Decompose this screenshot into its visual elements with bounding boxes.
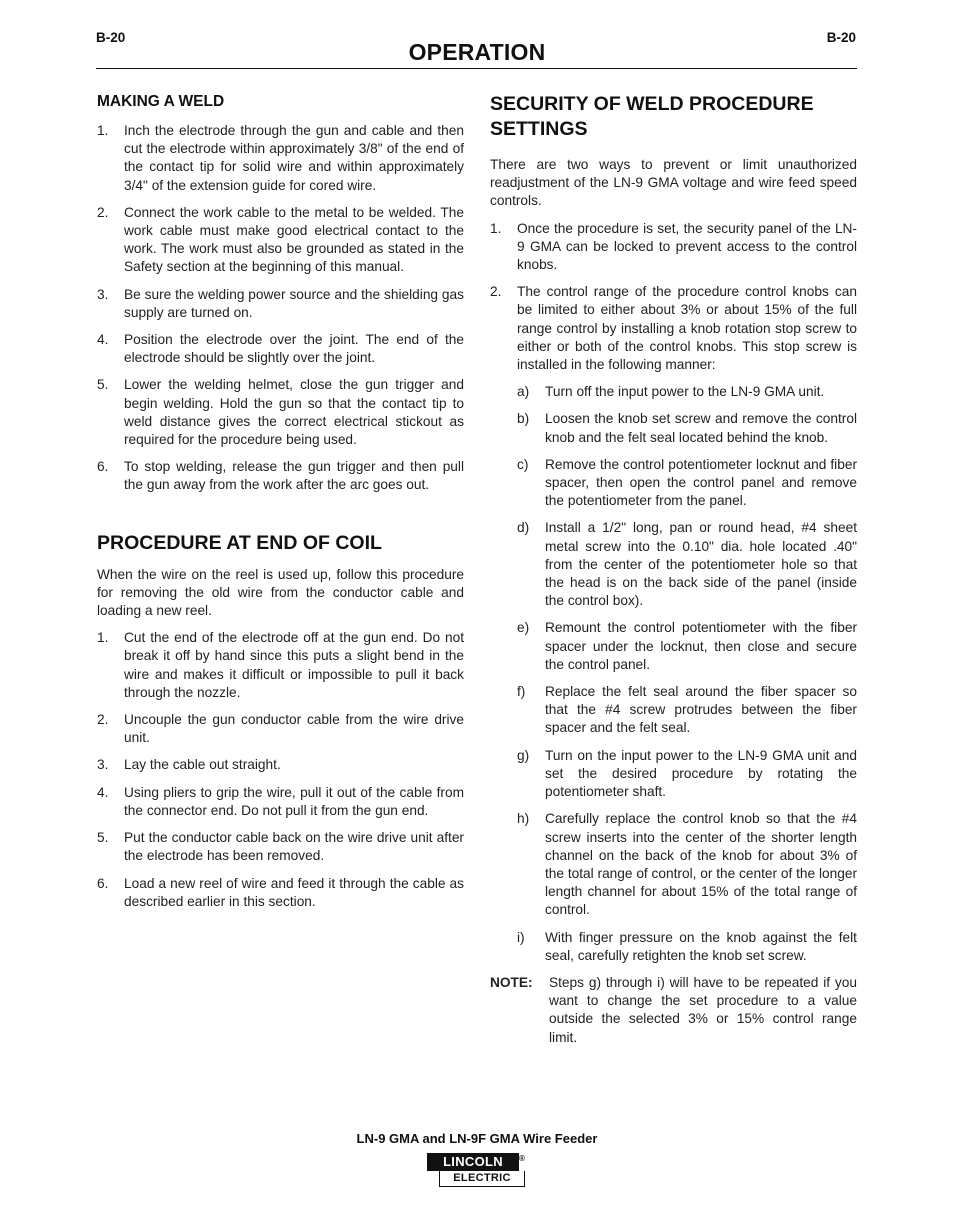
list-item: 6. Load a new reel of wire and feed it through the cable as described earlier in this section. — [97, 875, 464, 909]
right-column — [490, 92, 857, 1047]
footer-product-name: LN-9 GMA and LN-9F GMA Wire Feeder — [356, 1131, 598, 1146]
page-title: OPERATION — [408, 39, 546, 65]
sub-list-item: g) Turn on the input power to the LN-9 GMA unit and set the desired procedure by rotating the potentiometer shaft. — [517, 747, 857, 800]
list-item: 2. Connect the work cable to the metal to be welded. The work cable must make good electrical contact to the work. The work must also be grounded as stated in the Safety section at the beginning of this manual. — [97, 204, 464, 275]
list-item: 5. Lower the welding helmet, close the gun trigger and begin welding. Hold the gun so that the contact tip to weld distance gives the correct electrical stickout as required for the procedure being used. — [97, 377, 464, 448]
list-item: 4. Using pliers to grip the wire, pull it out of the cable from the connector end. Do not pull it from the gun end. — [97, 784, 464, 818]
list-item: 6. To stop welding, release the gun trigger and then pull the gun away from the work after the arc goes out. — [97, 459, 464, 493]
security-sublist — [490, 383, 857, 965]
end-of-coil-list — [97, 629, 464, 911]
list-item: 2. Uncouple the gun conductor cable from the wire drive unit. — [97, 712, 464, 746]
page-number-left: B-20 — [96, 30, 126, 45]
lincoln-electric-logo — [427, 1153, 529, 1189]
security-heading — [490, 92, 857, 142]
security-heading-line1: SECURITY OF WELD PROCEDURE — [490, 93, 814, 115]
note-text: Steps g) through i) will have to be repeated if you want to change the set procedure to a value outside the selected 3% or 15% control range limit. — [549, 974, 857, 1045]
header-divider — [96, 68, 857, 69]
security-heading-line2: SETTINGS — [490, 118, 588, 140]
list-item: 4. Position the electrode over the joint. The end of the electrode should be slightly over the joint. — [97, 332, 464, 366]
sub-list-item: e) Remount the control potentiometer with the fiber spacer under the locknut, then close and secure the control panel. — [517, 620, 857, 672]
security-intro: There are two ways to prevent or limit unauthorized readjustment of the LN-9 GMA voltage and wire feed speed controls. — [490, 157, 857, 209]
list-item: 2. The control range of the procedure control knobs can be limited to either about 3% or about 15% of the full range control by installing a knob rotation stop screw to either or both of the control knobs. This stop screw is installed in the following manner: — [490, 284, 857, 373]
making-a-weld-list — [97, 122, 464, 495]
sub-list-item: i) With finger pressure on the knob against the felt seal, carefully retighten the knob set screw. — [517, 929, 857, 963]
sub-list-item: c) Remove the control potentiometer locknut and fiber spacer, then open the control panel and remove the potentiometer from the panel. — [517, 456, 857, 509]
sub-list-item: d) Install a 1/2" long, pan or round head, #4 sheet metal screw into the 0.10" dia. hole located .40" from the center of the potentiometer hole so that the head is on the back side of the panel (inside the control box). — [517, 520, 857, 609]
list-item: 5. Put the conductor cable back on the wire drive unit after the electrode has been removed. — [97, 830, 464, 864]
logo-electric-text: ELECTRIC — [439, 1171, 525, 1187]
registered-mark-icon: ® — [519, 1154, 525, 1163]
note-label: NOTE: — [490, 974, 533, 990]
list-item: 1. Once the procedure is set, the security panel of the LN-9 GMA can be locked to prevent access to the control knobs. — [490, 220, 857, 273]
sub-list-item: h) Carefully replace the control knob so that the #4 screw inserts into the center of the shorter length channel on the back of the knob for about 3% of the total range of control, or the center of the longer length channel for about 15% of the total range of control. — [517, 811, 857, 918]
end-of-coil-heading: PROCEDURE AT END OF COIL — [97, 531, 382, 554]
security-list — [490, 220, 857, 375]
list-item: 1. Inch the electrode through the gun and cable and then cut the electrode within approximately 3/8" of the end of the contact tip for solid wire and within approximately 3/4" of the extension guide for cored wire. — [97, 123, 464, 193]
list-item: 3. Lay the cable out straight. — [97, 757, 281, 773]
logo-lincoln-text: LINCOLN — [427, 1153, 519, 1171]
sub-list-item: a) Turn off the input power to the LN-9 GMA unit. — [517, 384, 825, 400]
sub-list-item: b) Loosen the knob set screw and remove the control knob and the felt seal located behind the knob. — [517, 411, 857, 445]
making-a-weld-heading: MAKING A WELD — [97, 93, 225, 110]
security-note — [490, 974, 857, 1047]
list-item: 3. Be sure the welding power source and the shielding gas supply are turned on. — [97, 286, 464, 320]
page-number-right: B-20 — [826, 30, 856, 45]
left-column — [97, 92, 464, 920]
list-item: 1. Cut the end of the electrode off at the gun end. Do not break it off by hand since this puts a slight bend in the wire and makes it difficult or impossible to pull it back through the nozzle. — [97, 630, 464, 700]
sub-list-item: f) Replace the felt seal around the fiber spacer so that the #4 screw protrudes between the fiber spacer and the felt seal. — [517, 684, 857, 736]
end-of-coil-intro: When the wire on the reel is used up, follow this procedure for removing the old wire from the conductor cable and loading a new reel. — [97, 566, 464, 619]
